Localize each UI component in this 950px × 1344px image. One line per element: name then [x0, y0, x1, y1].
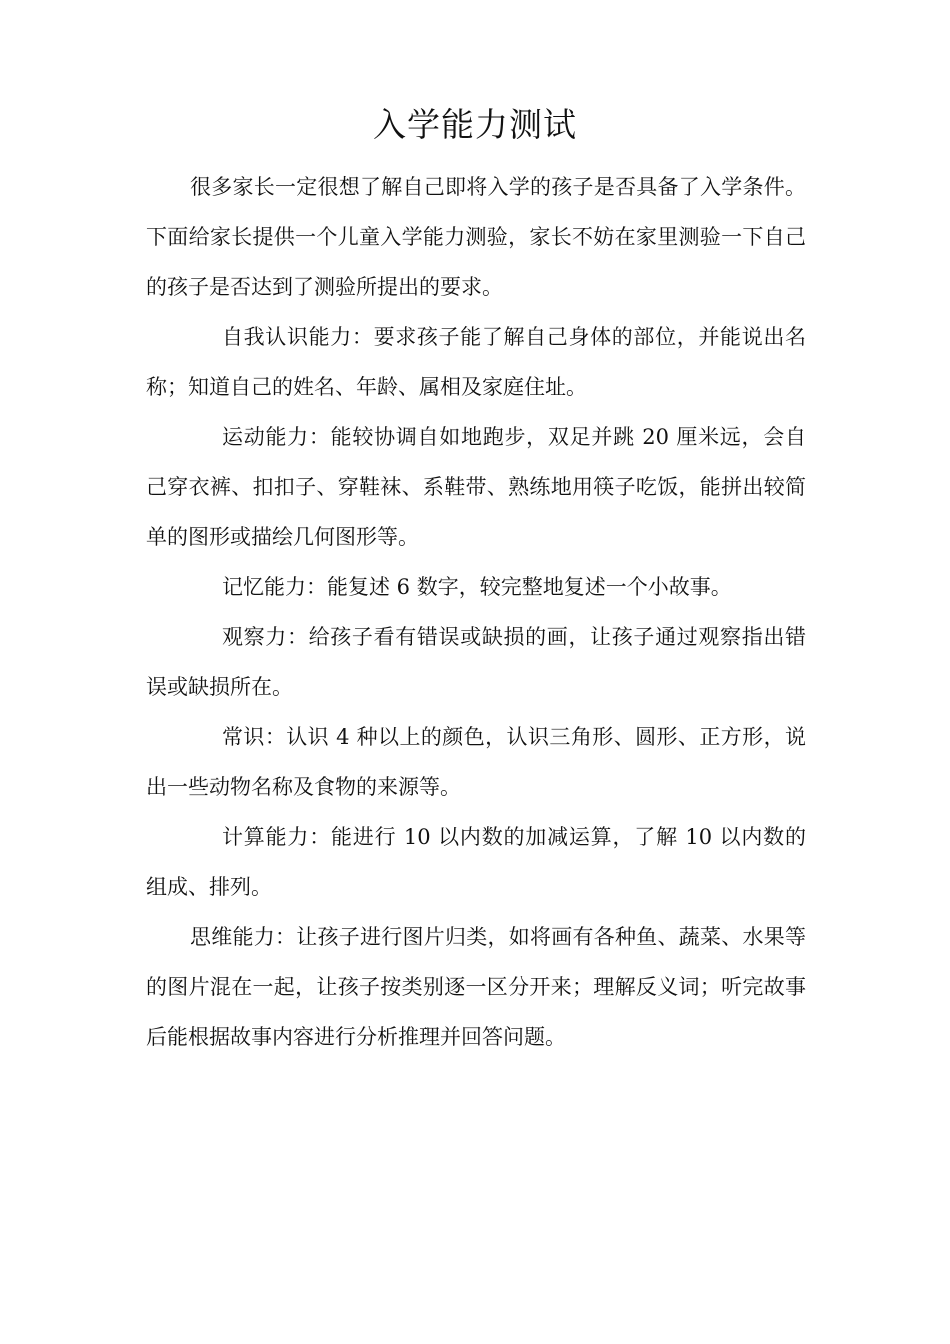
paragraph-memory: 记忆能力：能复述 6 数字，较完整地复述一个小故事。	[222, 575, 732, 599]
paragraph-common-knowledge: 常识：认识 4 种以上的颜色，认识三角形、圆形、正方形，说出一些动物名称及食物的来源等。	[146, 725, 806, 799]
document-body	[146, 162, 806, 1062]
paragraph-intro: 很多家长一定很想了解自己即将入学的孩子是否具备了入学条件。下面给家长提供一个儿童入学能力测验，家长不妨在家里测验一下自己的孩子是否达到了测验所提出的要求。	[146, 175, 806, 299]
paragraph-thinking: 思维能力：让孩子进行图片归类，如将画有各种鱼、蔬菜、水果等的图片混在一起，让孩子按类别逐一区分开来；理解反义词；听完故事后能根据故事内容进行分析推理并回答问题。	[146, 925, 806, 1049]
document-title: 入学能力测试	[373, 105, 577, 144]
paragraph-motor-ability: 运动能力：能较协调自如地跑步，双足并跳 20 厘米远，会自己穿衣裤、扣扣子、穿鞋袜、系鞋带、熟练地用筷子吃饭，能拼出较简单的图形或描绘几何图形等。	[146, 425, 806, 549]
paragraph-self-awareness: 自我认识能力：要求孩子能了解自己身体的部位，并能说出名称；知道自己的姓名、年龄、属相及家庭住址。	[146, 325, 806, 399]
paragraph-calculation: 计算能力：能进行 10 以内数的加减运算，了解 10 以内数的组成、排列。	[146, 825, 806, 899]
paragraph-observation: 观察力：给孩子看有错误或缺损的画，让孩子通过观察指出错误或缺损所在。	[146, 625, 806, 699]
